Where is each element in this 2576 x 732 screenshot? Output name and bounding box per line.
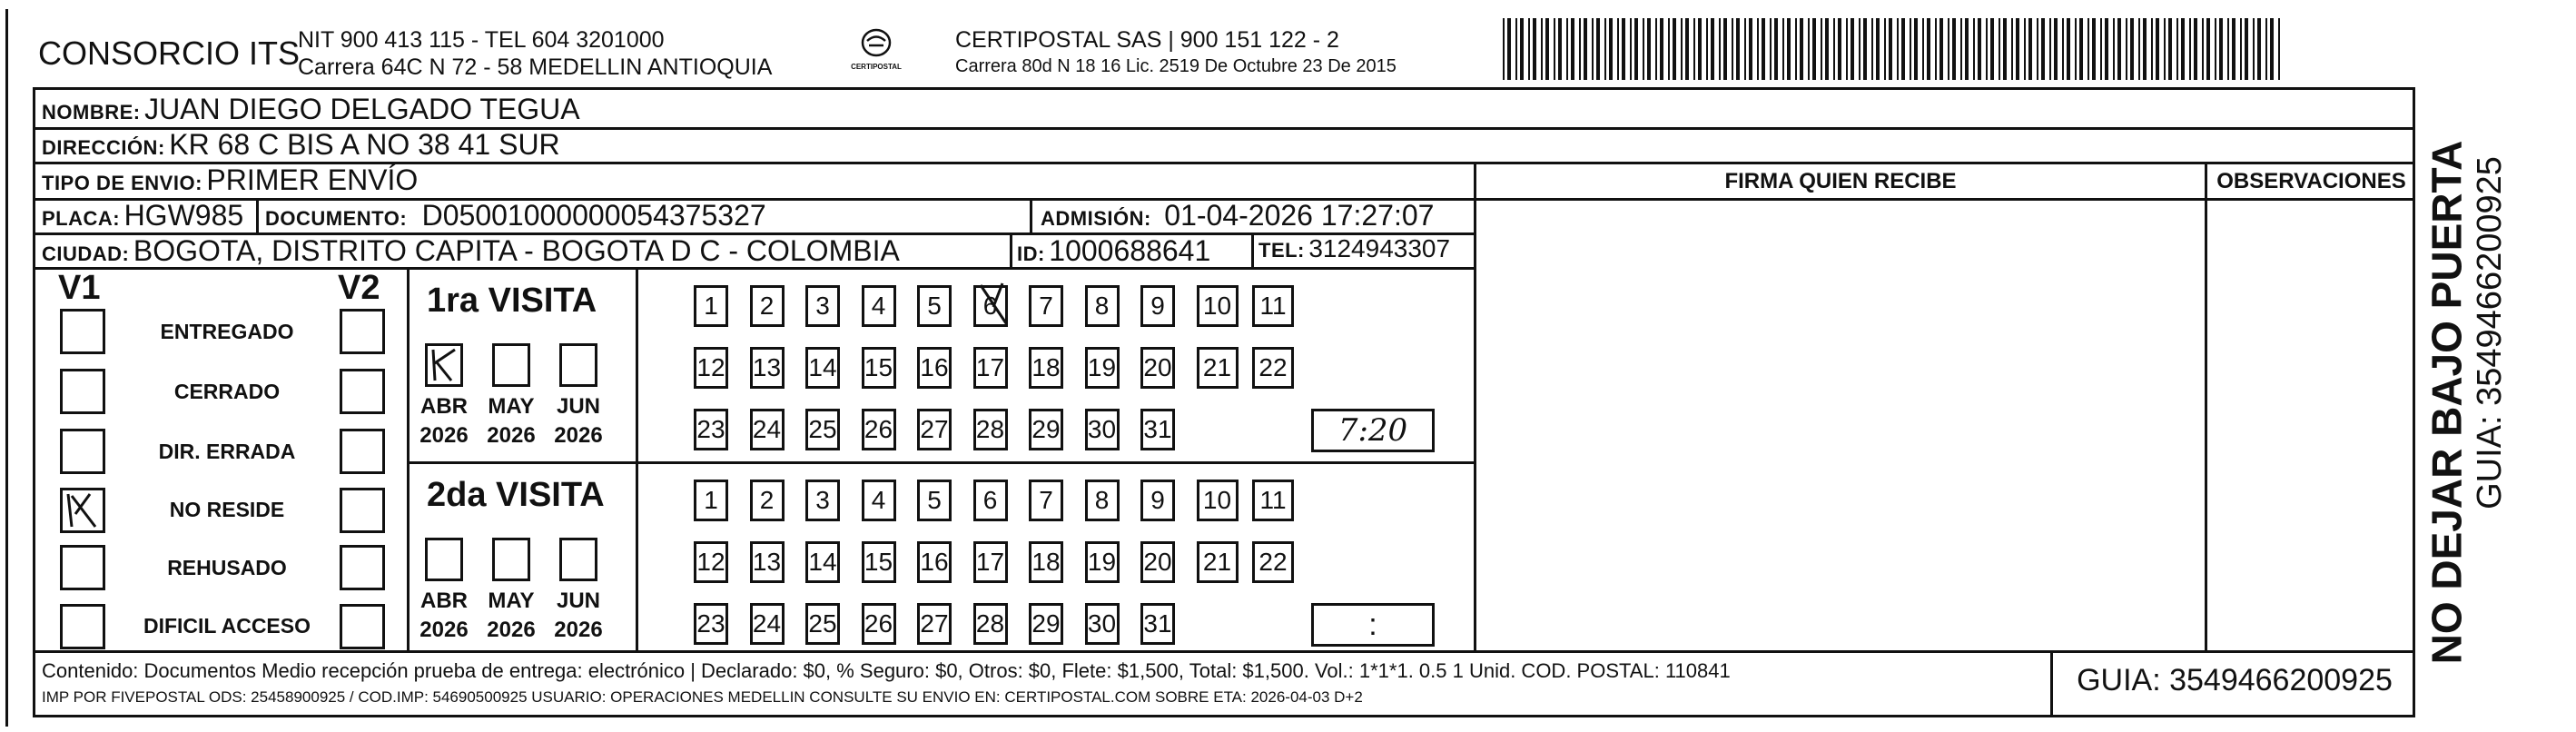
day-box[interactable]: 6: [973, 480, 1008, 521]
day-box[interactable]: 10: [1197, 480, 1239, 521]
day-box[interactable]: 17: [973, 541, 1008, 583]
day-box[interactable]: 25: [805, 603, 840, 645]
v2-checkbox[interactable]: [340, 309, 385, 354]
courier-line: CERTIPOSTAL SAS | 900 151 122 - 2: [955, 27, 1339, 53]
tipo-value: PRIMER ENVÍO: [206, 163, 419, 196]
day-box[interactable]: 13: [750, 541, 785, 583]
direccion-label: DIRECCIÓN:: [42, 136, 165, 159]
firma-header: FIRMA QUIEN RECIBE: [1724, 169, 1957, 193]
day-box[interactable]: 1: [694, 480, 728, 521]
certipostal-logo: CERTIPOSTAL: [835, 27, 917, 74]
month-label: JUN 2026: [554, 394, 603, 448]
check-mark-icon: [63, 490, 103, 530]
day-box[interactable]: 30: [1085, 409, 1120, 450]
day-box[interactable]: 20: [1140, 347, 1175, 389]
id-label: ID:: [1017, 242, 1045, 265]
day-box[interactable]: 22: [1252, 347, 1294, 389]
day-box[interactable]: 26: [862, 603, 896, 645]
day-box[interactable]: 9: [1140, 480, 1175, 521]
ciudad-value: BOGOTA, DISTRITO CAPITA - BOGOTA D C - COLOMBIA: [133, 234, 900, 267]
day-box[interactable]: 16: [917, 541, 952, 583]
month-checkbox[interactable]: [425, 343, 463, 387]
ciudad-cell: [42, 234, 900, 268]
month-checkbox[interactable]: [492, 538, 530, 581]
v2-checkbox[interactable]: [340, 488, 385, 533]
side-warning-wrap: [2419, 87, 2473, 717]
day-box[interactable]: 6: [973, 285, 1008, 327]
status-label: NO RESIDE: [169, 498, 285, 521]
day-box[interactable]: 15: [862, 541, 896, 583]
documento-cell: [265, 199, 766, 232]
day-box[interactable]: 2: [750, 480, 785, 521]
logo-icon: [856, 27, 896, 58]
v2-checkbox[interactable]: [340, 545, 385, 590]
footer-guia: GUIA: 3549466200925: [2077, 663, 2393, 697]
day-box[interactable]: 12: [694, 347, 728, 389]
v1-checkbox[interactable]: [60, 369, 105, 414]
side-guia-wrap: [2470, 87, 2510, 578]
observaciones-area[interactable]: [2207, 201, 2415, 650]
day-box[interactable]: 28: [973, 409, 1008, 450]
v1-checkbox[interactable]: [60, 429, 105, 474]
day-box[interactable]: 31: [1140, 603, 1175, 645]
day-box[interactable]: 25: [805, 409, 840, 450]
left-margin-line: [5, 9, 8, 727]
month-checkbox[interactable]: [425, 538, 463, 581]
barcode: [1503, 18, 2284, 80]
placa-label: PLACA:: [42, 207, 121, 230]
visit-title: 1ra VISITA: [427, 282, 597, 320]
day-box[interactable]: 4: [862, 285, 896, 327]
day-box[interactable]: 3: [805, 480, 840, 521]
day-box[interactable]: 10: [1197, 285, 1239, 327]
day-box[interactable]: 12: [694, 541, 728, 583]
month-checkbox[interactable]: [559, 343, 597, 387]
placa-cell: [42, 199, 243, 232]
handwritten-mark: [975, 280, 1012, 325]
v2-checkbox[interactable]: [340, 604, 385, 649]
day-box[interactable]: 9: [1140, 285, 1175, 327]
day-box[interactable]: 3: [805, 285, 840, 327]
check-mark-icon: [428, 346, 460, 384]
documento-label: DOCUMENTO:: [265, 207, 408, 230]
day-box[interactable]: 19: [1085, 347, 1120, 389]
status-label: CERRADO: [173, 380, 281, 403]
day-box[interactable]: 29: [1029, 409, 1063, 450]
day-box[interactable]: 22: [1252, 541, 1294, 583]
footer-imp: IMP POR FIVEPOSTAL ODS: 25458900925 / COD.IMP: 54690500925 USUARIO: OPERACIONES MEDELLIN CONSULTE SU ENVIO EN: CERTIPOSTAL.COM SOBRE ETA: 2026-04-03 D+2: [42, 688, 1363, 706]
admision-cell: [1041, 199, 1434, 232]
day-box[interactable]: 18: [1029, 541, 1063, 583]
v1-checkbox[interactable]: [60, 604, 105, 649]
id-value: 1000688641: [1049, 234, 1211, 267]
nombre-row: [42, 93, 580, 126]
day-box[interactable]: 21: [1197, 347, 1239, 389]
day-box[interactable]: 11: [1252, 285, 1294, 327]
day-box[interactable]: 19: [1085, 541, 1120, 583]
time-box[interactable]: 7:20: [1311, 409, 1435, 452]
v1-header: V1: [58, 269, 101, 307]
id-cell: [1017, 234, 1210, 268]
day-box[interactable]: 8: [1085, 285, 1120, 327]
day-box[interactable]: 23: [694, 409, 728, 450]
firma-area[interactable]: [1476, 201, 2205, 650]
day-box[interactable]: 24: [750, 409, 785, 450]
courier-address: Carrera 80d N 18 16 Lic. 2519 De Octubre 23 De 2015: [955, 56, 1397, 76]
v2-checkbox[interactable]: [340, 429, 385, 474]
v1-checkbox[interactable]: [60, 545, 105, 590]
day-box[interactable]: 29: [1029, 603, 1063, 645]
status-label: ENTREGADO: [160, 320, 294, 343]
visit-title: 2da VISITA: [427, 476, 605, 514]
admision-value: 01-04-2026 17:27:07: [1164, 199, 1435, 232]
observaciones-header: OBSERVACIONES: [2216, 169, 2406, 193]
month-label: ABR 2026: [419, 589, 469, 642]
day-box[interactable]: 27: [917, 409, 952, 450]
month-checkbox[interactable]: [559, 538, 597, 581]
v2-checkbox[interactable]: [340, 369, 385, 414]
documento-value: D05001000000054375327: [421, 199, 766, 232]
day-box[interactable]: 18: [1029, 347, 1063, 389]
day-box[interactable]: 23: [694, 603, 728, 645]
day-box[interactable]: 8: [1085, 480, 1120, 521]
day-box[interactable]: 15: [862, 347, 896, 389]
day-box[interactable]: 24: [750, 603, 785, 645]
v1-checkbox[interactable]: [60, 309, 105, 354]
month-label: MAY 2026: [487, 394, 536, 448]
day-box[interactable]: 28: [973, 603, 1008, 645]
month-checkbox[interactable]: [492, 343, 530, 387]
month-label: ABR 2026: [419, 394, 469, 448]
day-box[interactable]: 14: [805, 347, 840, 389]
tel-cell: [1258, 234, 1450, 263]
day-box[interactable]: 2: [750, 285, 785, 327]
day-box[interactable]: 11: [1252, 480, 1294, 521]
status-label: DIFICIL ACCESO: [143, 614, 311, 638]
header-nit: NIT 900 413 115 - TEL 604 3201000: [298, 27, 665, 53]
footer-contenido: Contenido: Documentos Medio recepción prueba de entrega: electrónico | Declarado: $0, % Seguro: $0, Otros: $0, Flete: $1,500, Total: $1,500. Vol.: 1*1*1. 0.5 1 Unid. COD. POSTAL: 110841: [42, 659, 1731, 682]
direccion-row: [42, 128, 560, 162]
day-box[interactable]: 5: [917, 285, 952, 327]
time-box[interactable]: :: [1311, 603, 1435, 647]
header-address: Carrera 64C N 72 - 58 MEDELLIN ANTIOQUIA: [298, 54, 773, 80]
ciudad-label: CIUDAD:: [42, 242, 130, 265]
tipo-label: TIPO DE ENVIO:: [42, 172, 202, 194]
day-box[interactable]: 30: [1085, 603, 1120, 645]
tel-value: 3124943307: [1308, 234, 1451, 262]
month-label: MAY 2026: [487, 589, 536, 642]
tipo-row: [42, 163, 418, 197]
day-box[interactable]: 5: [917, 480, 952, 521]
day-box[interactable]: 27: [917, 603, 952, 645]
nombre-label: NOMBRE:: [42, 101, 141, 124]
status-label: REHUSADO: [167, 556, 287, 579]
day-box[interactable]: 26: [862, 409, 896, 450]
day-box[interactable]: 21: [1197, 541, 1239, 583]
placa-value: HGW985: [123, 199, 244, 232]
status-label: DIR. ERRADA: [158, 440, 296, 463]
admision-label: ADMISIÓN:: [1041, 207, 1151, 230]
direccion-value: KR 68 C BIS A NO 38 41 SUR: [169, 128, 560, 161]
header-company: CONSORCIO ITS: [38, 35, 301, 72]
day-box[interactable]: 13: [750, 347, 785, 389]
day-box[interactable]: 20: [1140, 541, 1175, 583]
day-box[interactable]: 16: [917, 347, 952, 389]
v1-checkbox[interactable]: [60, 488, 105, 533]
side-guia: GUIA: 3549466200925: [2470, 155, 2509, 509]
nombre-value: JUAN DIEGO DELGADO TEGUA: [144, 93, 580, 125]
day-box[interactable]: 1: [694, 285, 728, 327]
day-box[interactable]: 7: [1029, 480, 1063, 521]
day-box[interactable]: 31: [1140, 409, 1175, 450]
month-label: JUN 2026: [554, 589, 603, 642]
v2-header: V2: [338, 269, 380, 307]
day-box[interactable]: 17: [973, 347, 1008, 389]
day-box[interactable]: 7: [1029, 285, 1063, 327]
day-box[interactable]: 14: [805, 541, 840, 583]
day-box[interactable]: 4: [862, 480, 896, 521]
tel-label: TEL:: [1258, 239, 1305, 262]
side-warning: NO DEJAR BAJO PUERTA: [2423, 140, 2470, 665]
